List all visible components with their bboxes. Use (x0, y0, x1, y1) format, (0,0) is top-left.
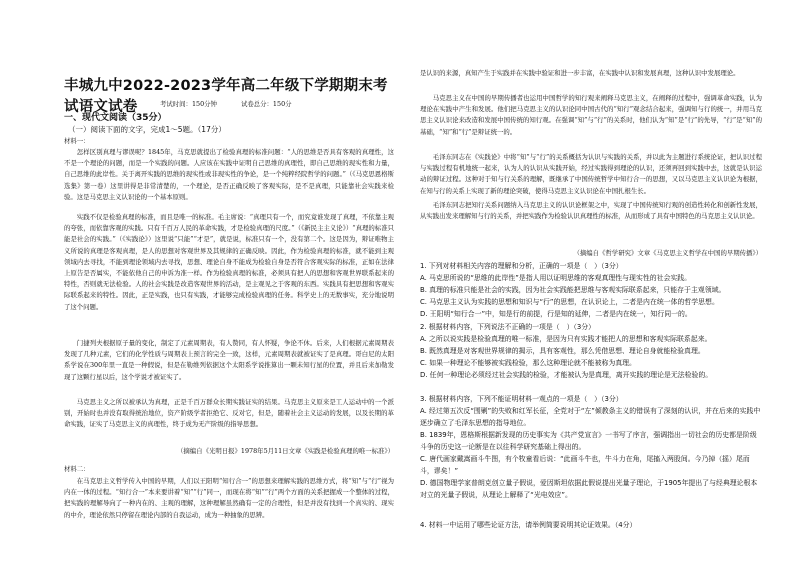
question-2: 2. 根据材料内容，下列说法不正确的一项是（ ）（3分） (420, 323, 596, 331)
right-para-1: 是认识的来源，真知产生于实践并在实践中验证和进一步丰富，在实践中认识和发展真理，这种认识中发展理论。 (420, 69, 740, 77)
material2-label: 材料二： (64, 465, 90, 473)
right-para-2: 马克思主义在中国的早期传播者也运用中国哲学的知行观来阐释马克思主义，在阐释的过程中，强调革命实践，认为理论在实践中产生和发展。他们把马克思主义的认识论同中国古代的“知行”观念结合起来，强调知与行的统一，并用马克思主义认识论来改造和发展中国传统的知行观。在强调“知”与“行”的关系时，他们认为“知”是“行”的先导，“行”是“知”的基础，“知”和“行”是辩证统一的。 (420, 94, 762, 136)
question-2-option-b: B. 既然真理是对客观世界规律的揭示，具有客观性，那么凭借思想、理论自身就能检验真理。 (420, 347, 705, 355)
material1-para-3: 门捷列夫根据原子量的变化，制定了元素周期表，有人赞同，有人怀疑，争论不休。后来，人们根据元素周期表发现了几种元素，它们的化学性质与周期表上预言的完全一致，这样，元素周期表就被证实了是真理。哥白尼的太阳系学说在300年里一直是一种假说，但是在勒维列依据这个太阳系学说推算出一颗未知行星的位置，并且后来加勒发现了这颗行星以后，这个学说才被证实了。 (64, 339, 394, 381)
section-heading: 一、现代文阅读（35分） (64, 113, 167, 123)
question-1-option-c: C. 马克思主义认为实践的思想和知识与“行”的思想，在认识论上，二者是内在统一体的哲学思想。 (420, 298, 719, 306)
material1-para-1: 怎样区别真理与谬误呢？1845年，马克思就提出了检验真理的标准问题：“人的思维是否具有客观的真理性，这不是一个理论的问题，而是一个实践的问题。人应该在实践中证明自己思维的真理性，即自己思维的现实性和力量，自己思维的此岸性。关于离开实践的思维的现实性或非现实性的争论，是一个纯粹经院哲学的问题。”（《马克思恩格斯选集》第一卷）这里讲得是非常清楚的，一个理论，是否正确反映了客观实际，是不是真理，只能靠社会实践来检验。这是马克思主义认识论的一个基本原则。 (64, 148, 394, 201)
material2-para-1: 在马克思主义哲学传入中国的早期，人们以王阳明“知行合一”的思想来理解实践的思维方式，将“知”与“行”视为内在一体的过程。“知行合一”本来要讲着“知”“行”同一，而现在将“知”“行”两个方面的关系把握成一个整体的过程，把实践的理解导向了一种内在的、主观的理解，这种理解虽然确有一定的合理性，但是并没有找到一个真实的、现实的中介，理论依然只停留在理论内部的自我运动，成为一种抽象的思辨。 (64, 477, 394, 519)
question-3-option-b: B. 1839年，恩格斯根据新发现的历史事实为《共产党宣言》一书写了序言，强调指出一切社会的历史都是阶级斗争的历史这一论断是在以往科学研究基础上得出的。 (420, 431, 757, 451)
material1-label: 材料一： (64, 137, 90, 145)
exam-time: 考试时间：150分钟 (160, 100, 217, 108)
question-2-option-a: A. 之所以说实践是检验真理的唯一标准，是因为只有实践才能把人的思想和客观实际联系起来。 (420, 335, 712, 343)
question-3-option-d: D. 德国物理学家普朗克创立量子假说，爱因斯坦依据此假说提出光量子理论，于1905年提出了与经典理论根本对立的光量子假说，从理论上解释了“光电效应”。 (420, 479, 758, 499)
exam-score: 试卷总分：150分 (240, 100, 292, 108)
question-1-option-a: A. 马克思所说的“思维的此岸性”是指人用以证明思维的客观真理性与现实性的社会实践。 (420, 274, 692, 282)
question-3-option-a: A. 经过第五次反“围剿”的失败和红军长征，全党对于“左”倾教条主义的错误有了深刻的认识，并在后来的实践中逐步确立了毛泽东思想的指导地位。 (420, 407, 761, 427)
material2-source: （摘编自《哲学研究》文章《马克思主义哲学在中国的早期传播》） (573, 249, 762, 257)
material1-source: （摘编自《光明日报》1978年5月11日文章《实践是检验真理的唯一标准》） (177, 447, 394, 455)
page-title: 丰城九中2022-2023学年高二年级下学期期末考试语文试卷 (64, 78, 388, 115)
question-2-option-d: D. 任何一种理论必须经过社会实践的检验，才能被认为是真理，离开实践的理论是无法检验的。 (420, 371, 713, 379)
question-1: 1. 下列对材料相关内容的理解和分析，正确的一项是（ ）（3分） (420, 262, 623, 270)
right-para-3: 毛泽东同志在《实践论》中将“知”与“行”的关系概括为认识与实践的关系，并以此为主题进行系统论证，把认识过程与实践过程有机地统一起来，认为人的认识从实践开始，经过实践得到理论的认识，还须再回到实践中去，这就是认识运动的辩证过程。这种对于知与行关系的理解，既继承了中国传统哲学中知行合一的思想，又以马克思主义认识论为根据，在知与行的关系上实现了新的理论突破，使得马克思主义认识论在中国扎根生长。 (420, 153, 762, 195)
material1-para-4: 马克思主义之所以被承认为真理，正是千百万群众长期实践证实的结果。马克思主义原来是工人运动中的一个派别，开始时也并没有取得统治地位，资产阶级学者拒绝它、反对它，但是，随着社会主义运动的发展，以及长期的革命实践，证实了马克思主义的真理性，终于成为无产阶级的指导思想。 (64, 398, 394, 429)
question-4: 4. 材料一中运用了哪些论证方法，请举例简要说明其论证效果。（4分） (420, 521, 637, 529)
question-3: 3. 根据材料内容，下列不能证明材料一观点的一项是（ ）（3分） (420, 395, 623, 403)
question-2-option-c: C. 如果一种理论不能够被实践检验，那么这种理论就不能被称为真理。 (420, 359, 636, 367)
question-1-option-b: B. 真理的标准只能是社会的实践，因为社会实践能把思维与客观实际联系起来，只能存于主观领域。 (420, 286, 726, 294)
subsection-heading: （一）阅读下面的文字，完成1～5题。（17分） (68, 125, 226, 134)
question-3-option-c: C. 唐代画家戴嵩画斗牛图，有个牧童看后说：“此画斗牛也，牛斗力在角，尾搐入两股间。今乃掉（摇）尾而斗，谬矣！” (420, 455, 750, 475)
right-para-4: 毛泽东同志把知行关系问题纳入马克思主义的认识论框架之中，实现了中国传统知行观的创造性转化和创新性发展，从实践出发来理解知与行的关系，并把实践作为检验认识真理性的标准，从而形成了具有中国特色的马克思主义认识论。 (420, 201, 762, 221)
exam-info (160, 99, 314, 108)
question-1-option-d: D. 王阳明“知行合一”中，知是行的前提，行是知的延伸，二者是内在统一，知行同一的。 (420, 310, 692, 318)
material1-para-2: 实践不仅是检验真理的标准，而且是唯一的标准。毛主席说：“真理只有一个，而究竟谁发现了真理，不依靠主观的夸张，而依靠客观的实践。只有千百万人民的革命实践，才是检验真理的尺度。”（《新民主主义论》）“真理的标准只能是社会的实践。”（《实践论》）这里说“只能”“才是”，就是说，标准只有一个，没有第二个。这是因为，辩证唯物主义所说的真理是客观真理，是人的思想对客观世界及其规律的正确反映。因此，作为检验真理的标准，就不能到主观领域内去寻找，不能到理论领域内去寻找，思想、理论自身不能成为检验自身是否符合客观实际的标准，正如在法律上原告是否属实，不能依他自己的申诉为准一样。作为检验真理的标准，必须具有把人的思想和客观世界联系起来的特性，否则就无法检验。人的社会实践是改造客观世界的活动，是主观见之于客观的东西。实践具有把思想和客观实际联系起来的特性。因此，正是实践，也只有实践，才能够完成检验真理的任务。科学史上的无数事实，充分地说明了这个问题。 (64, 213, 394, 311)
